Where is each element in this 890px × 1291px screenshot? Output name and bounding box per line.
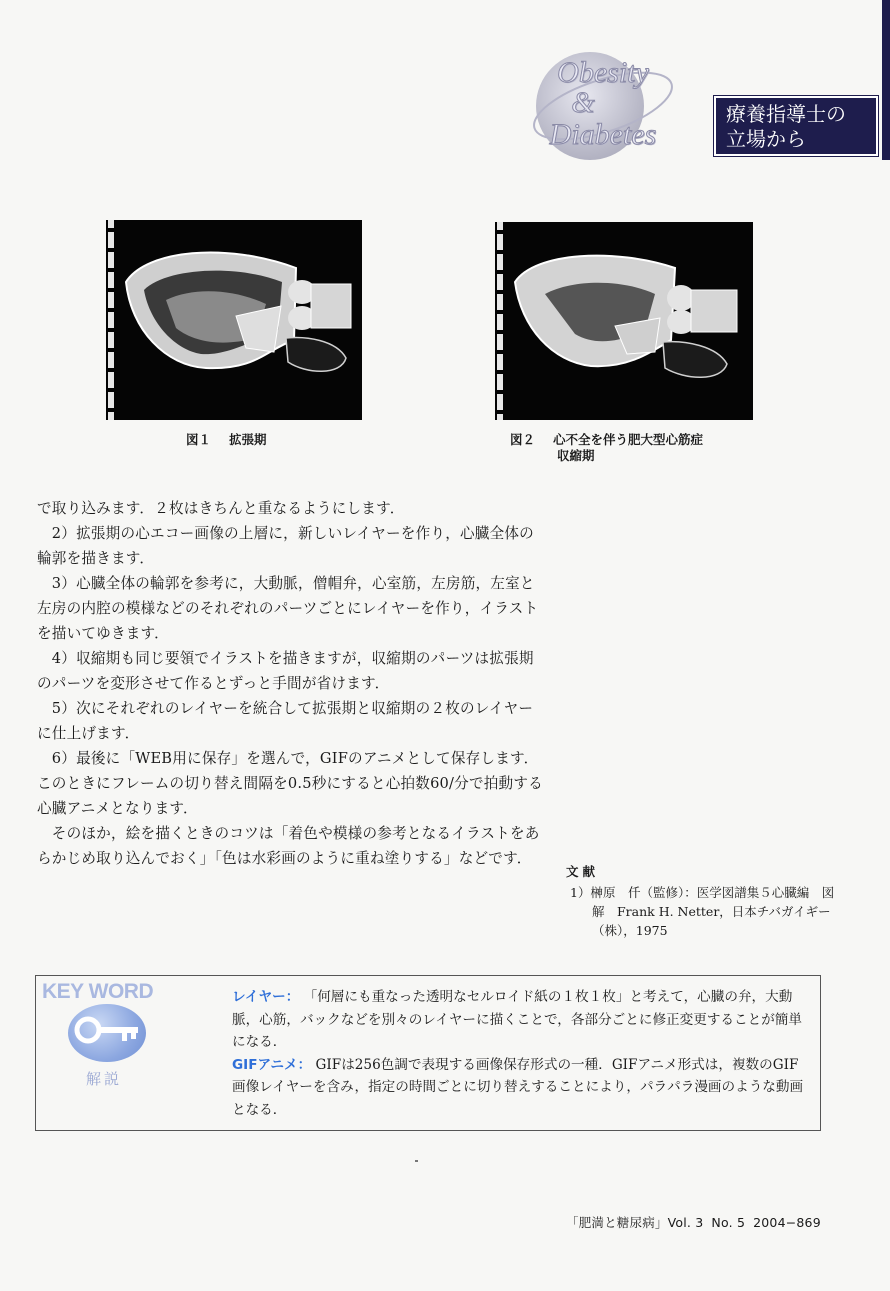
keyword-label: 解説 — [86, 1070, 123, 1088]
footer-volume: Vol. 3 — [667, 1215, 704, 1230]
badge-line-1: 療養指導士の — [726, 102, 846, 126]
heart-diastole-illustration — [106, 220, 362, 420]
footer-journal: 「肥満と糖尿病」 — [566, 1215, 668, 1230]
body-paragraph-4: 4）収縮期も同じ要領でイラストを描きますが，収縮期のパーツは拡張期のパーツを変形させて作るとずっと手間が省けます． — [37, 650, 534, 692]
body-paragraph-7: そのほか，絵を描くときのコツは「着色や模様の参考となるイラストをあらかじめ取り込んでおく」「色は水彩画のように重ね塗りする」などです． — [37, 825, 540, 867]
figure-1-image — [106, 220, 362, 420]
figure-2-image — [495, 222, 753, 420]
heart-systole-illustration — [495, 222, 753, 420]
scan-dot — [415, 1160, 418, 1162]
references-title: 文献 — [566, 864, 600, 879]
references — [566, 862, 846, 940]
logo-line-1: Obesity — [557, 56, 649, 89]
keyword-entries — [232, 986, 808, 1121]
keyword-text-gif: GIFは256色調で表現する画像保存形式の一種．GIFアニメ形式は，複数のGIF画像レイヤーを含み，指定の時間ごとに切り替えすることにより，パラパラ漫画のような動画となる． — [232, 1056, 804, 1118]
edge-bar — [882, 0, 890, 160]
figure-2-title-line-2: 収縮期 — [557, 448, 595, 463]
figure-1-number: 図１ — [186, 432, 212, 447]
figure-1-title: 拡張期 — [229, 432, 267, 447]
badge-line-2: 立場から — [726, 127, 806, 151]
keyword-term-gif: GIFアニメ： — [232, 1056, 312, 1073]
footer-number: No. 5 — [711, 1215, 746, 1230]
keyword-text-layer: 「何層にも重なった透明なセルロイド紙の１枚１枚」と考えて，心臓の弁，大動脈，心筋，バックなどを別々のレイヤーに描くことで，各部分ごとに修正変更することが簡単になる． — [232, 989, 802, 1050]
figure-1-caption — [186, 432, 267, 448]
page-footer — [566, 1213, 821, 1231]
body-paragraph-1: で取り込みます．２枚はきちんと重なるようにします． — [37, 500, 405, 517]
figure-2-title-line-1: 心不全を伴う肥大型心筋症 — [553, 432, 704, 447]
keyword-entry-gif — [232, 1054, 808, 1122]
body-paragraph-2: 2）拡張期の心エコー画像の上層に，新しいレイヤーを作り，心臓全体の輪郭を描きます． — [37, 525, 534, 567]
figure-2-number: 図２ — [510, 432, 536, 447]
logo-line-3: Diabetes — [549, 118, 657, 151]
key-icon — [70, 1010, 146, 1050]
figure-2-caption — [510, 432, 703, 464]
keyword-title: KEY WORD — [42, 980, 154, 1003]
keyword-term-layer: レイヤー： — [232, 989, 300, 1005]
footer-page: 2004−869 — [753, 1215, 821, 1230]
body-paragraph-5: 5）次にそれぞれのレイヤーを統合して拡張期と収縮期の２枚のレイヤーに仕上げます． — [37, 700, 534, 742]
section-badge — [714, 96, 878, 156]
body-text — [37, 496, 547, 871]
reference-item: 1）榊原 仟（監修）：医学図譜集５心臓編 図解 Frank H. Netter，日本チバガイギー（株），1975 — [570, 885, 835, 938]
keyword-entry-layer — [232, 986, 808, 1054]
logo-line-2: & — [571, 86, 595, 119]
body-paragraph-6: 6）最後に「WEB用に保存」を選んで，GIFのアニメとして保存します．このときにフレームの切り替え間隔を0.5秒にすると心拍数60/分で拍動する心臓アニメとなります． — [37, 750, 543, 817]
body-paragraph-3: 3）心臓全体の輪郭を参考に，大動脈，僧帽弁，心室筋，左房筋，左室と左房の内腔の模様などのそれぞれのパーツごとにレイヤーを作り，イラストを描いてゆきます． — [37, 575, 539, 642]
journal-logo — [528, 44, 678, 174]
